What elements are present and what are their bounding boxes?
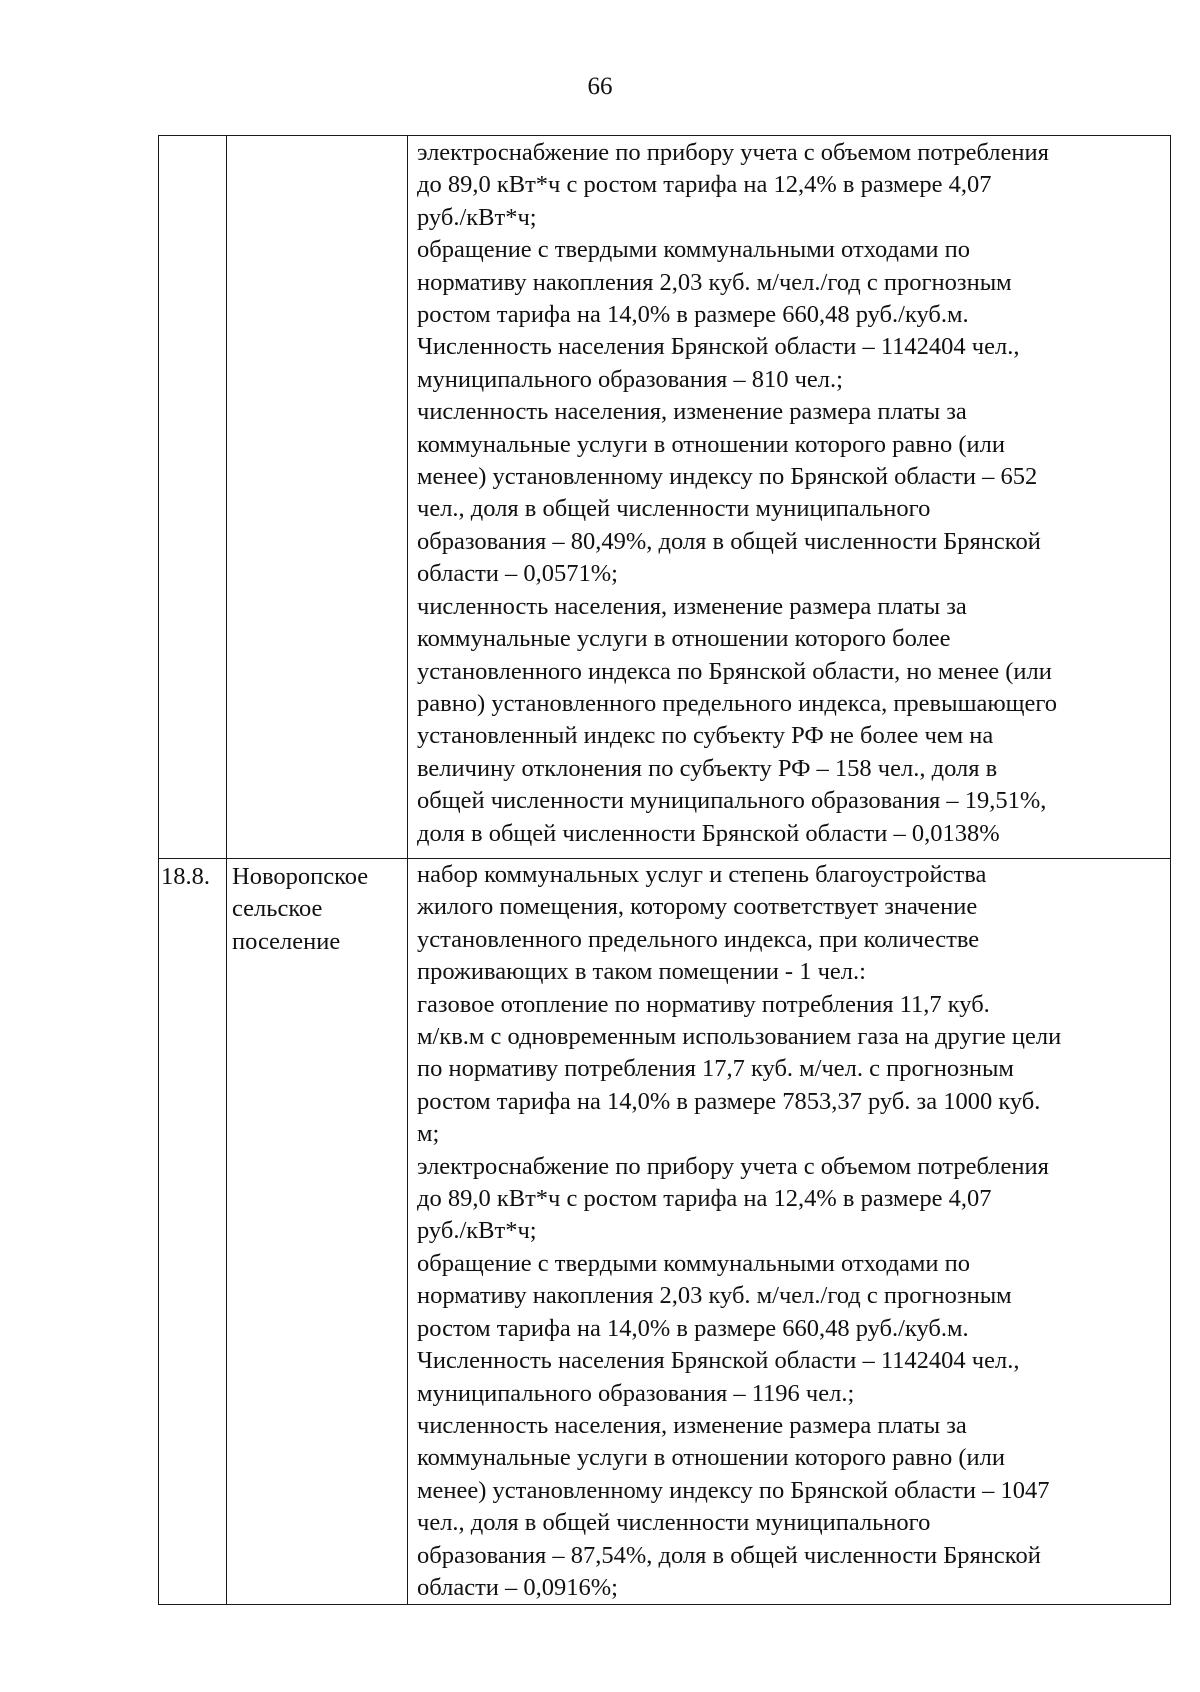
- text-line: руб./кВт*ч;: [417, 1217, 537, 1245]
- text-line: установленного индекса по Брянской области, но менее (или: [417, 657, 1052, 685]
- text-line: менее) установленному индексу по Брянской области – 652: [417, 463, 1038, 491]
- text-line: менее) установленному индексу по Брянской области – 1047: [417, 1476, 1050, 1504]
- text-line: муниципального образования – 810 чел.;: [417, 365, 843, 393]
- text-line: коммунальные услуги в отношении которого более: [417, 625, 951, 653]
- description-cell: [408, 136, 1171, 859]
- text-line: нормативу накопления 2,03 куб. м/чел./год с прогнозным: [417, 268, 1012, 296]
- text-line: ростом тарифа на 14,0% в размере 660,48 руб./куб.м.: [417, 301, 969, 329]
- text-line: Численность населения Брянской области – 1142404 чел.,: [417, 333, 1020, 361]
- text-line: нормативу накопления 2,03 куб. м/чел./год с прогнозным: [417, 1282, 1012, 1310]
- text-line: обращение с твердыми коммунальными отходами по: [417, 1249, 970, 1277]
- row-number-cell: 18.8.: [159, 859, 227, 1605]
- text-line: доля в общей численности Брянской области – 0,0138%: [417, 819, 1000, 847]
- text-line: Численность населения Брянской области – 1142404 чел.,: [417, 1347, 1020, 1375]
- text-line: коммунальные услуги в отношении которого равно (или: [417, 430, 1005, 458]
- page-number: 66: [587, 73, 613, 100]
- text-line: обращение с твердыми коммунальными отходами по: [417, 236, 970, 264]
- text-line: набор коммунальных услуг и степень благоустройства: [417, 861, 987, 888]
- table-row: [159, 136, 1171, 859]
- text-line: муниципального образования – 1196 чел.;: [417, 1379, 855, 1407]
- text-line: до 89,0 кВт*ч с ростом тарифа на 12,4% в размере 4,07: [417, 171, 992, 199]
- text-line: численность населения, изменение размера платы за: [417, 1411, 967, 1439]
- text-line: м/кв.м с одновременным использованием газа на другие цели: [417, 1023, 1062, 1051]
- text-line: м;: [417, 1120, 440, 1148]
- text-line: руб./кВт*ч;: [417, 203, 537, 231]
- text-line: образования – 80,49%, доля в общей численности Брянской: [417, 527, 1041, 555]
- text-line: образования – 87,54%, доля в общей численности Брянской: [417, 1541, 1041, 1569]
- text-line: до 89,0 кВт*ч с ростом тарифа на 12,4% в размере 4,07: [417, 1185, 992, 1213]
- text-line: чел., доля в общей численности муниципального: [417, 1509, 931, 1537]
- table-row: [159, 859, 1171, 1605]
- document-table: [158, 135, 1171, 1605]
- text-line: по нормативу потребления 17,7 куб. м/чел. с прогнозным: [417, 1055, 1014, 1083]
- text-line: общей численности муниципального образования – 19,51%,: [417, 787, 1047, 815]
- text-line: чел., доля в общей численности муниципального: [417, 495, 931, 523]
- text-line: равно) установленного предельного индекса, превышающего: [417, 689, 1058, 717]
- text-line: Новоропское: [232, 863, 369, 890]
- row-number-cell: [159, 136, 227, 859]
- text-line: газовое отопление по нормативу потребления 11,7 куб.: [417, 990, 990, 1018]
- text-line: установленный индекс по субъекту РФ не более чем на: [417, 722, 994, 750]
- text-line: проживающих в таком помещении - 1 чел.:: [417, 958, 866, 986]
- text-line: области – 0,0916%;: [417, 1573, 618, 1601]
- text-line: установленного предельного индекса, при количестве: [417, 925, 980, 953]
- text-line: жилого помещения, которому соответствует значение: [417, 893, 978, 921]
- municipality-name-cell: [227, 136, 408, 859]
- text-line: численность населения, изменение размера платы за: [417, 398, 967, 426]
- text-line: поселение: [232, 927, 341, 955]
- description-cell: [408, 859, 1171, 1605]
- text-line: электроснабжение по прибору учета с объемом потребления: [417, 139, 1049, 166]
- text-line: численность населения, изменение размера платы за: [417, 592, 967, 620]
- text-line: ростом тарифа на 14,0% в размере 7853,37 руб. за 1000 куб.: [417, 1087, 1041, 1115]
- text-line: области – 0,0571%;: [417, 560, 618, 588]
- municipality-name-cell: [227, 859, 408, 1605]
- text-line: коммунальные услуги в отношении которого равно (или: [417, 1444, 1005, 1472]
- text-line: величину отклонения по субъекту РФ – 158 чел., доля в: [417, 754, 998, 782]
- text-line: ростом тарифа на 14,0% в размере 660,48 руб./куб.м.: [417, 1314, 969, 1342]
- text-line: электроснабжение по прибору учета с объемом потребления: [417, 1152, 1049, 1180]
- text-line: сельское: [232, 895, 323, 923]
